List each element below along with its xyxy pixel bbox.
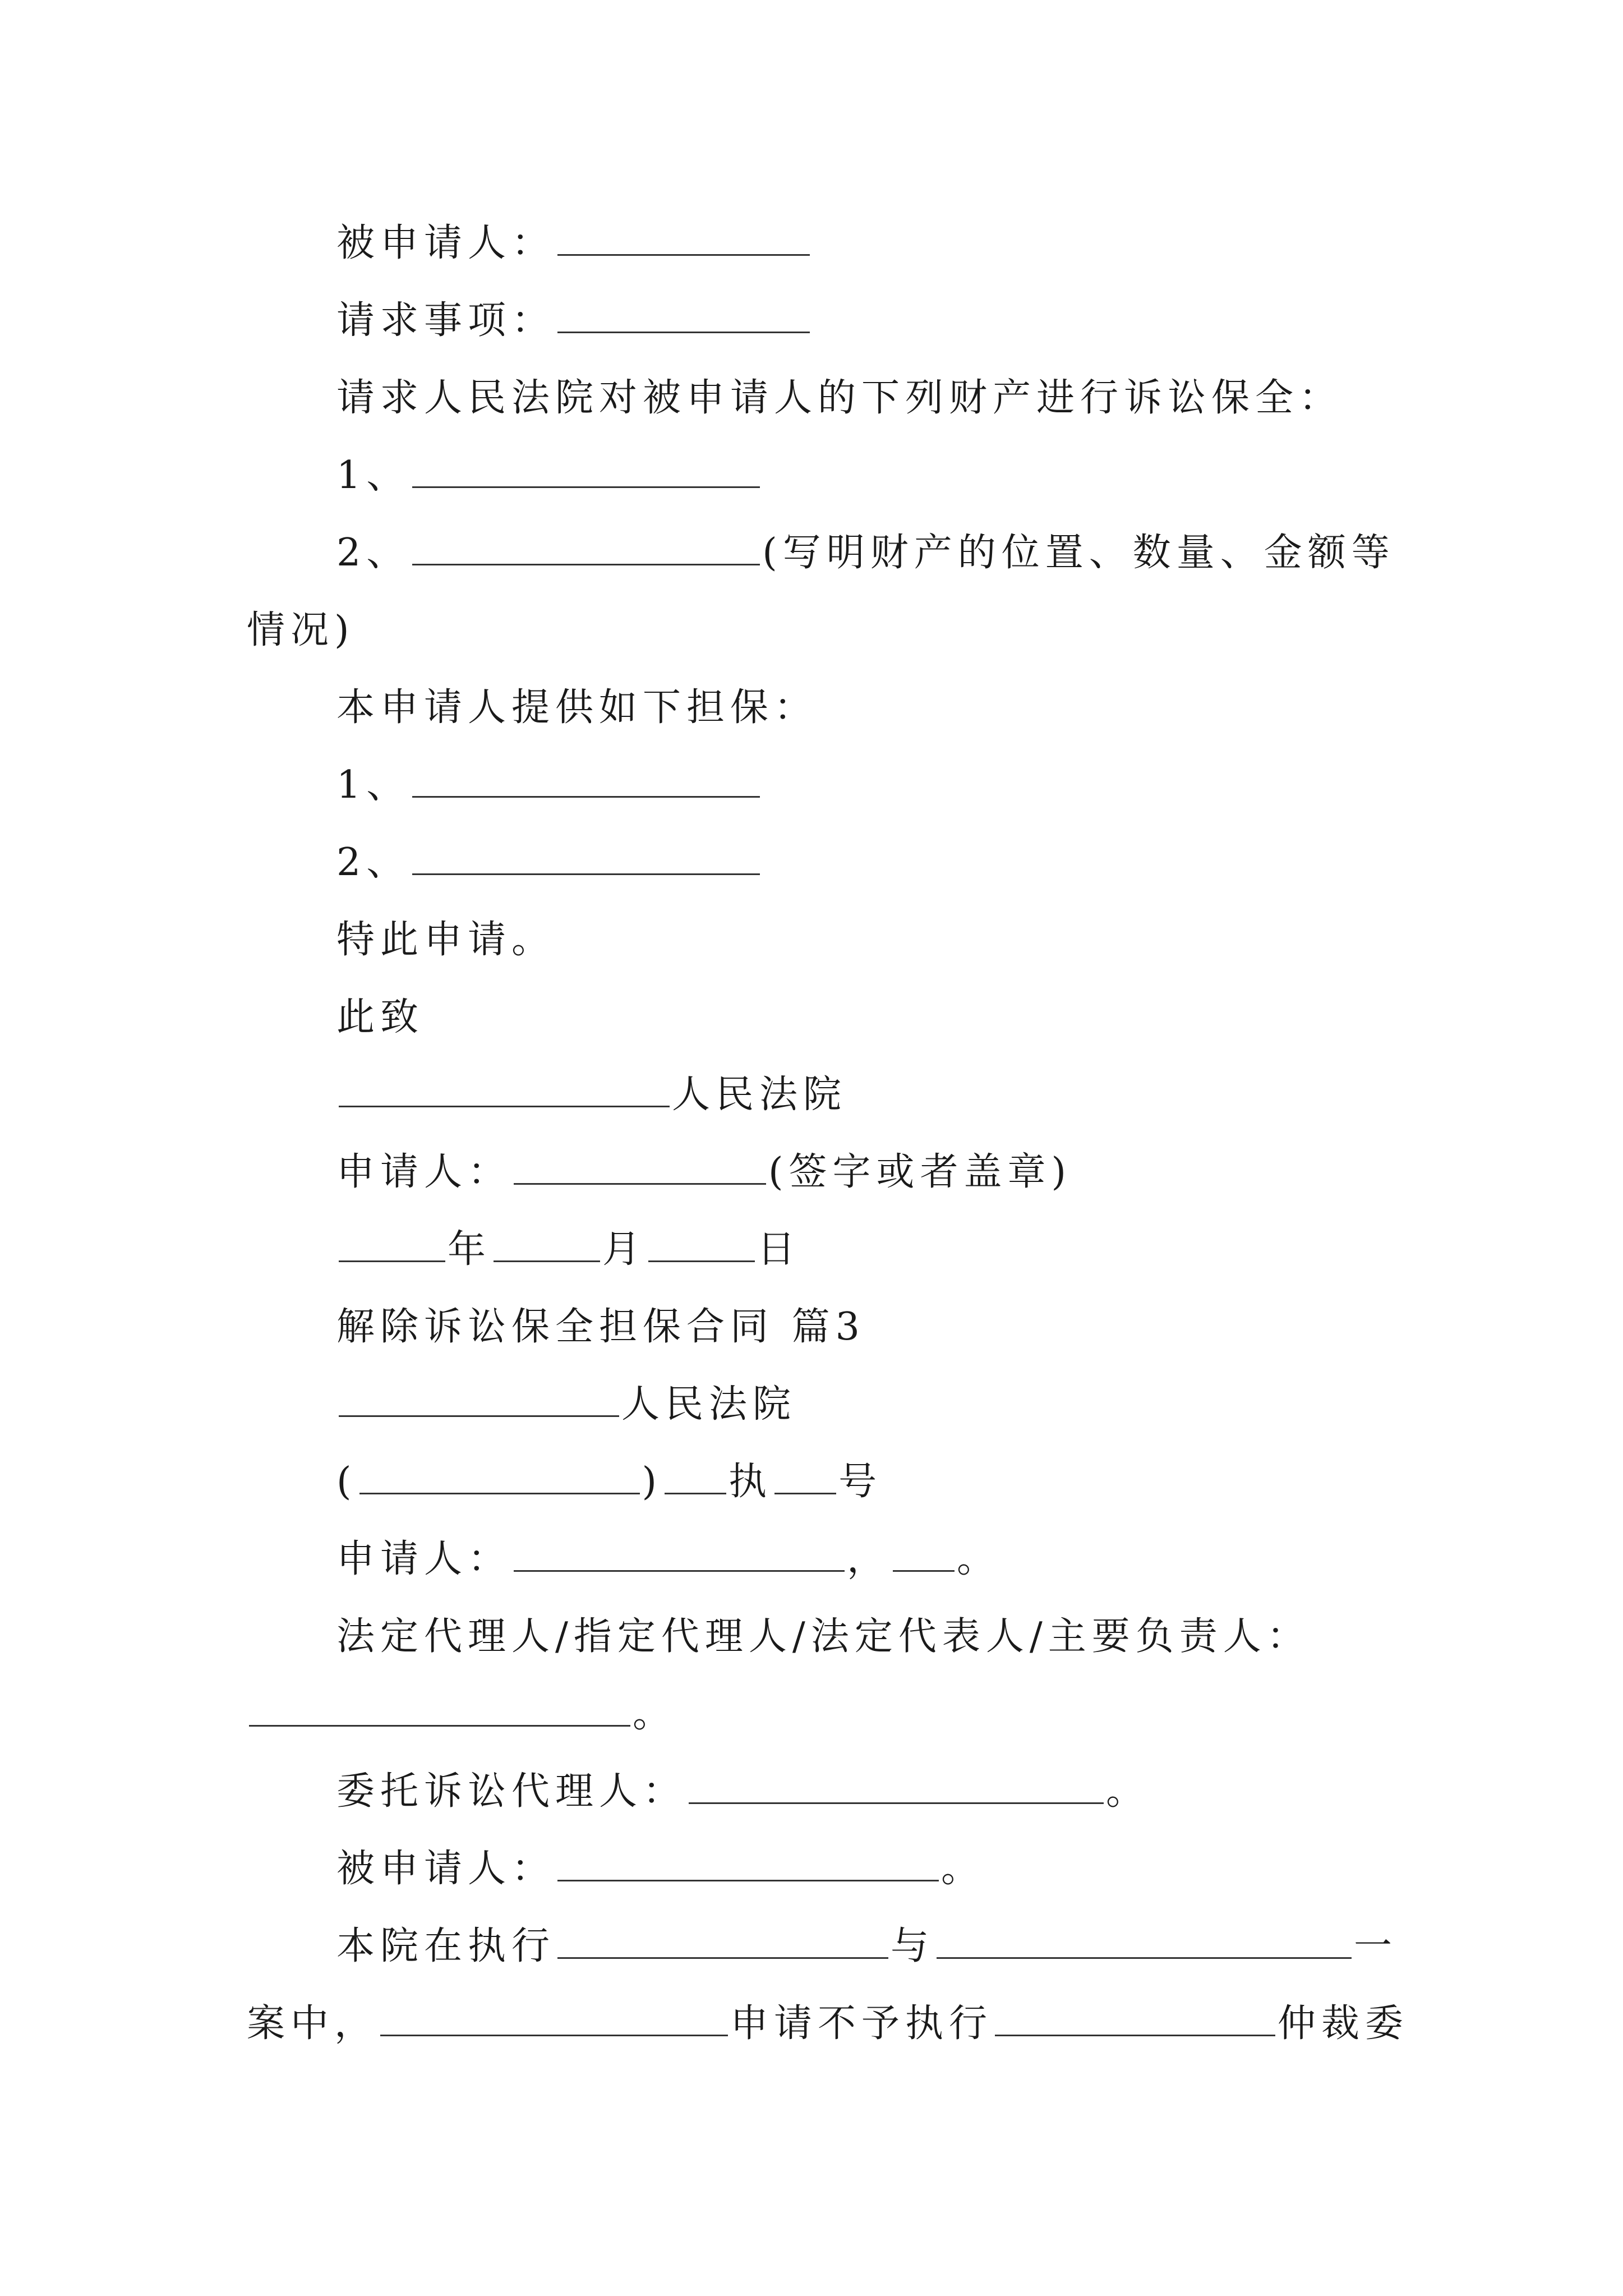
blank-field[interactable] bbox=[689, 1799, 1104, 1804]
property-item-2-cont: 情况) bbox=[247, 608, 355, 652]
blank-field[interactable] bbox=[995, 2031, 1275, 2036]
blank-field[interactable] bbox=[893, 1567, 955, 1572]
blank-field[interactable] bbox=[339, 1257, 445, 1262]
blank-field[interactable] bbox=[412, 793, 760, 798]
blank-field[interactable] bbox=[557, 1876, 939, 1881]
respondent-line: 被申请人： bbox=[336, 220, 812, 267]
guarantee-heading: 本申请人提供如下担保： bbox=[336, 685, 818, 730]
agent-line: 委托诉讼代理人： 。 bbox=[336, 1769, 1150, 1814]
request-statement: 请求人民法院对被申请人的下列财产进行诉讼保全： bbox=[336, 376, 1343, 420]
blank-field[interactable] bbox=[412, 870, 760, 875]
property-item-2: 2、 (写明财产的位置、数量、金额等 bbox=[336, 531, 1395, 575]
blank-field[interactable] bbox=[380, 2031, 728, 2036]
case-number-line: ( ) 执 号 bbox=[336, 1460, 883, 1504]
blank-field[interactable] bbox=[249, 1722, 630, 1727]
closing-statement: 特此申请。 bbox=[336, 918, 556, 962]
guarantee-item-2: 2、 bbox=[336, 839, 762, 886]
blank-field[interactable] bbox=[557, 251, 810, 256]
blank-field[interactable] bbox=[514, 1180, 766, 1185]
guarantee-item-1: 1、 bbox=[336, 762, 762, 809]
court-name-line: 人民法院 bbox=[336, 1071, 847, 1119]
blank-field[interactable] bbox=[359, 1489, 640, 1494]
applicant-line: 申请人： ， 。 bbox=[336, 1537, 1001, 1581]
blank-field[interactable] bbox=[339, 1412, 619, 1417]
blank-field[interactable] bbox=[648, 1257, 755, 1262]
execution-line-cont: 案中， 申请不予执行 仲裁委 bbox=[247, 2001, 1409, 2046]
date-line: 年 月 日 bbox=[336, 1226, 801, 1273]
blank-field[interactable] bbox=[557, 1954, 888, 1959]
salutation: 此致 bbox=[336, 995, 425, 1039]
blank-field[interactable] bbox=[494, 1257, 600, 1262]
section-title: 解除诉讼保全担保合同 篇3 bbox=[336, 1305, 865, 1349]
court-name-line-2: 人民法院 bbox=[336, 1381, 796, 1428]
request-items-line: 请求事项： bbox=[336, 297, 812, 344]
property-item-1: 1、 bbox=[336, 452, 762, 499]
applicant-signature-line: 申请人： (签字或者盖章) bbox=[336, 1150, 1072, 1194]
blank-field[interactable] bbox=[339, 1102, 670, 1107]
execution-line: 本院在执行 与 一 bbox=[336, 1924, 1398, 1968]
blank-field[interactable] bbox=[412, 483, 760, 488]
blank-field[interactable] bbox=[557, 328, 810, 333]
representative-line-cont: 。 bbox=[247, 1691, 676, 1738]
blank-field[interactable] bbox=[774, 1489, 836, 1494]
blank-field[interactable] bbox=[937, 1954, 1352, 1959]
blank-field[interactable] bbox=[665, 1489, 726, 1494]
respondent-line-2: 被申请人： 。 bbox=[336, 1847, 985, 1891]
representative-line: 法定代理人/指定代理人/法定代表人/主要负责人： bbox=[336, 1614, 1311, 1659]
blank-field[interactable] bbox=[412, 560, 760, 565]
blank-field[interactable] bbox=[514, 1567, 845, 1572]
